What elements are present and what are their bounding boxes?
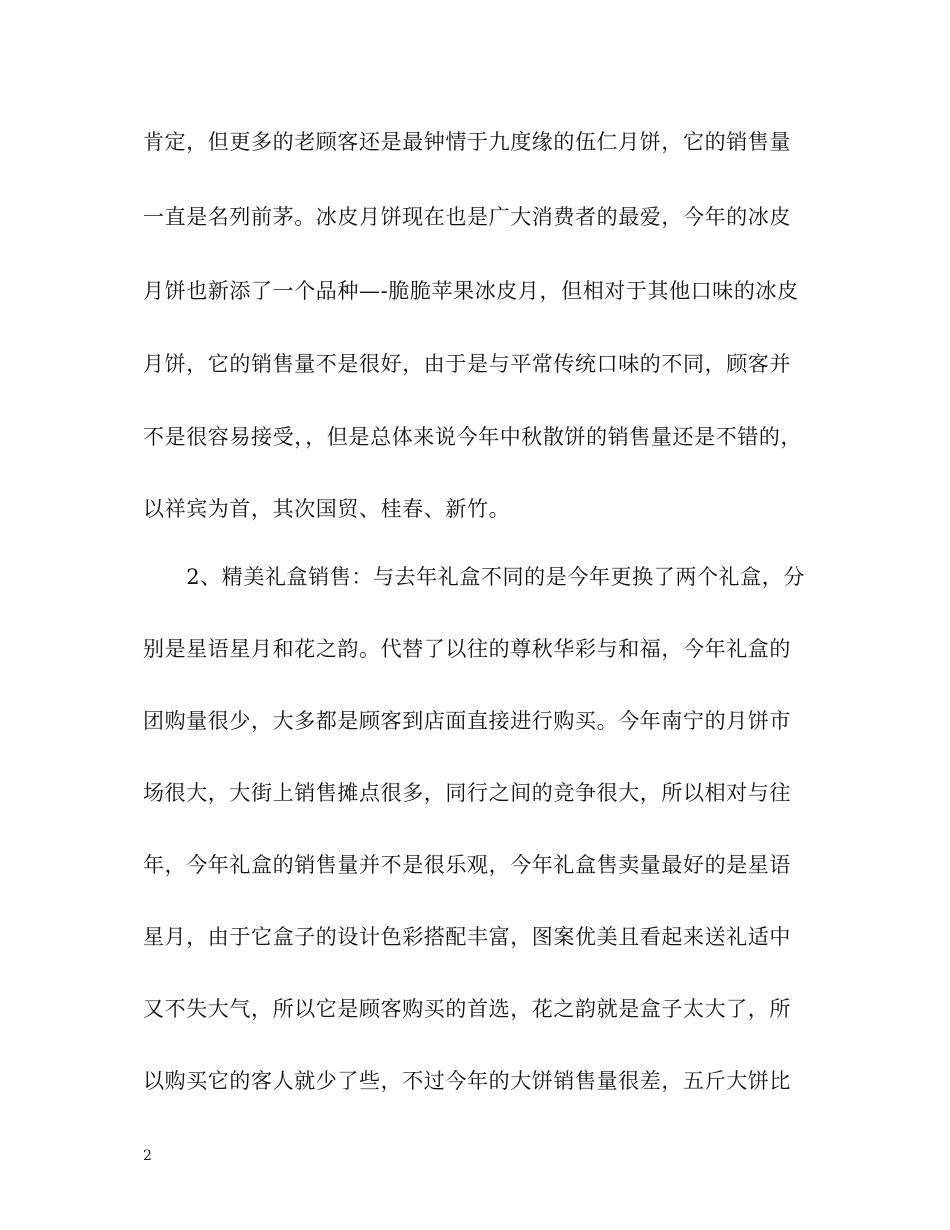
- text-line-13: 又不失大气，所以它是顾客购买的首选，花之韵就是盒子太大了，所: [143, 997, 791, 1021]
- text-line-9: 团购量很少，大多都是顾客到店面直接进行购买。今年南宁的月饼市: [143, 709, 791, 733]
- text-line-10: 场很大，大街上销售摊点很多，同行之间的竞争很大，所以相对与往: [143, 781, 791, 805]
- page-number: 2: [143, 1148, 152, 1164]
- text-line-11: 年，今年礼盒的销售量并不是很乐观，今年礼盒售卖量最好的是星语: [143, 853, 791, 877]
- text-line-2: 一直是名列前茅。冰皮月饼现在也是广大消费者的最爱，今年的冰皮: [143, 205, 791, 229]
- text-line-1: 肯定，但更多的老顾客还是最钟情于九度缘的伍仁月饼，它的销售量: [143, 130, 791, 154]
- text-line-3: 月饼也新添了一个品种—-脆脆苹果冰皮月，但相对于其他口味的冰皮: [143, 279, 799, 303]
- text-line-8: 别是星语星月和花之韵。代替了以往的尊秋华彩与和福，今年礼盒的: [143, 637, 791, 661]
- text-line-7: 2、精美礼盒销售：与去年礼盒不同的是今年更换了两个礼盒，分: [143, 565, 805, 589]
- text-line-4: 月饼，它的销售量不是很好，由于是与平常传统口味的不同，顾客并: [143, 352, 791, 376]
- text-line-12: 星月，由于它盒子的设计色彩搭配丰富，图案优美且看起来送礼适中: [143, 925, 791, 949]
- text-line-6: 以祥宾为首，其次国贸、桂春、新竹。: [143, 497, 511, 521]
- text-line-14: 以购买它的客人就少了些，不过今年的大饼销售量很差，五斤大饼比: [143, 1069, 791, 1093]
- text-line-5: 不是很容易接受，，但是总体来说今年中秋散饼的销售量还是不错的，: [143, 425, 803, 449]
